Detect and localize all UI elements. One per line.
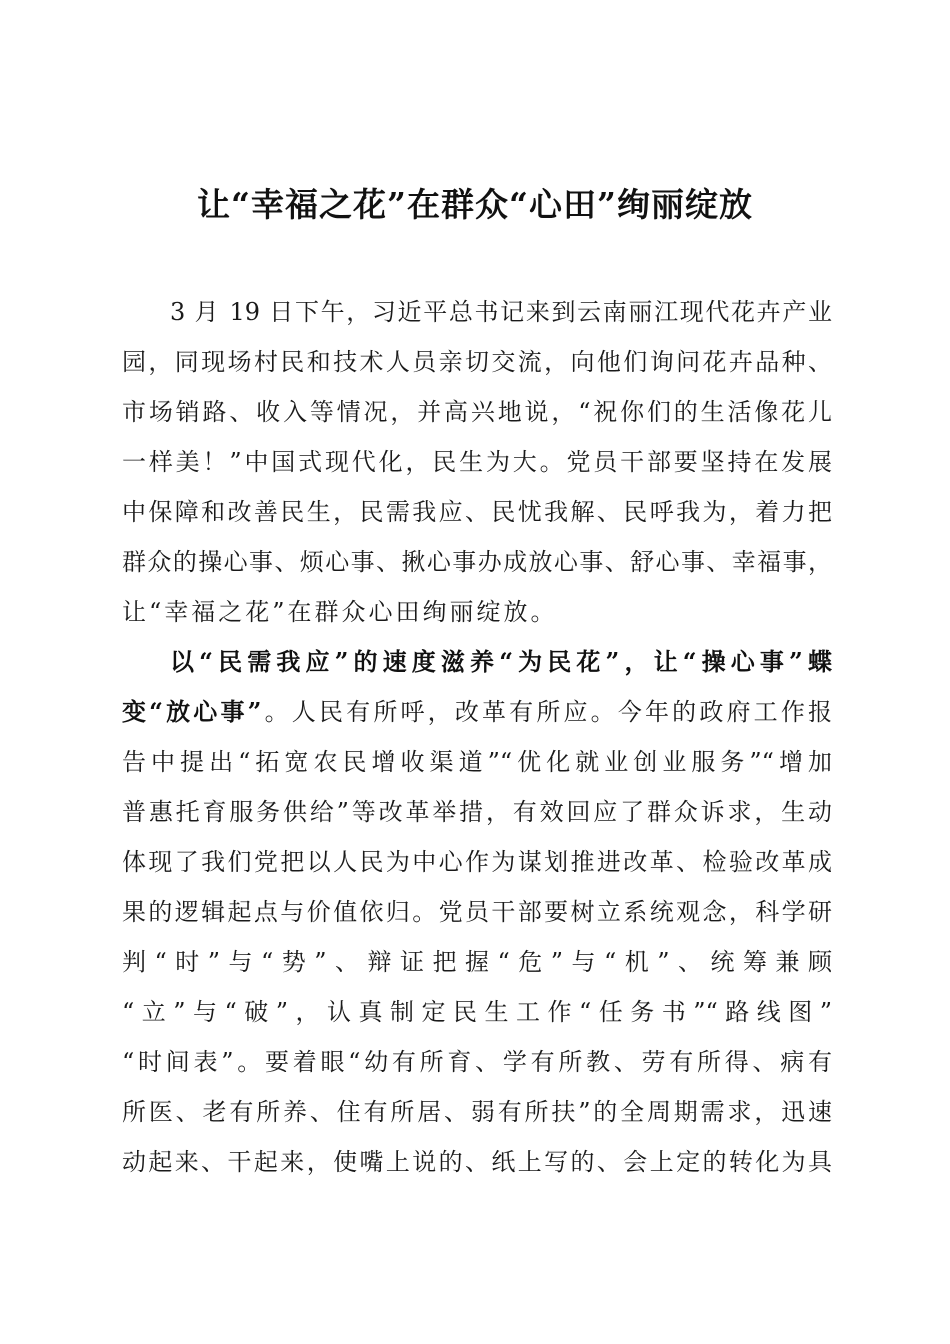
paragraph-line xyxy=(122,696,832,728)
paragraph-line: 告中提出“拓宽农民增收渠道”“优化就业创业服务”“增加 xyxy=(122,748,832,776)
paragraph-line: 体现了我们党把以人民为中心作为谋划推进改革、检验改革成 xyxy=(122,848,832,876)
paragraph-line: 市场销路、收入等情况，并高兴地说，“祝你们的生活像花儿 xyxy=(122,398,832,426)
paragraph-line: 3 月 19 日下午，习近平总书记来到云南丽江现代花卉产业 xyxy=(170,298,832,326)
paragraph-line: 果的逻辑起点与价值依归。党员干部要树立系统观念，科学研 xyxy=(122,898,832,926)
paragraph-line: 一样美！”中国式现代化，民生为大。党员干部要坚持在发展 xyxy=(122,448,832,476)
paragraph-line: 动起来、干起来，使嘴上说的、纸上写的、会上定的转化为具 xyxy=(122,1148,832,1176)
paragraph-line: 所医、老有所养、住有所居、弱有所扶”的全周期需求，迅速 xyxy=(122,1098,832,1126)
paragraph-heading-end: 变“放心事” xyxy=(122,697,262,726)
paragraph-line: “立”与“破”，认真制定民生工作“任务书”“路线图” xyxy=(122,998,832,1026)
paragraph-line: 判“时”与“势”、辩证把握“危”与“机”、统筹兼顾 xyxy=(122,948,832,976)
paragraph-line: 普惠托育服务供给”等改革举措，有效回应了群众诉求，生动 xyxy=(122,798,832,826)
paragraph-heading: 以“民需我应”的速度滋养“为民花”，让“操心事”蝶 xyxy=(170,647,832,676)
paragraph-line: 群众的操心事、烦心事、揪心事办成放心事、舒心事、幸福事， xyxy=(122,548,832,576)
paragraph-line: 让“幸福之花”在群众心田绚丽绽放。 xyxy=(122,598,558,626)
paragraph-text: 。人民有所呼，改革有所应。今年的政府工作报 xyxy=(261,698,833,726)
document-title: 让“幸福之花”在群众“心田”绚丽绽放 xyxy=(197,185,753,224)
paragraph-line: “时间表”。要着眼“幼有所育、学有所教、劳有所得、病有 xyxy=(122,1048,832,1076)
paragraph-line: 园，同现场村民和技术人员亲切交流，向他们询问花卉品种、 xyxy=(122,348,832,376)
paragraph-line: 中保障和改善民生，民需我应、民忧我解、民呼我为，着力把 xyxy=(122,498,832,526)
